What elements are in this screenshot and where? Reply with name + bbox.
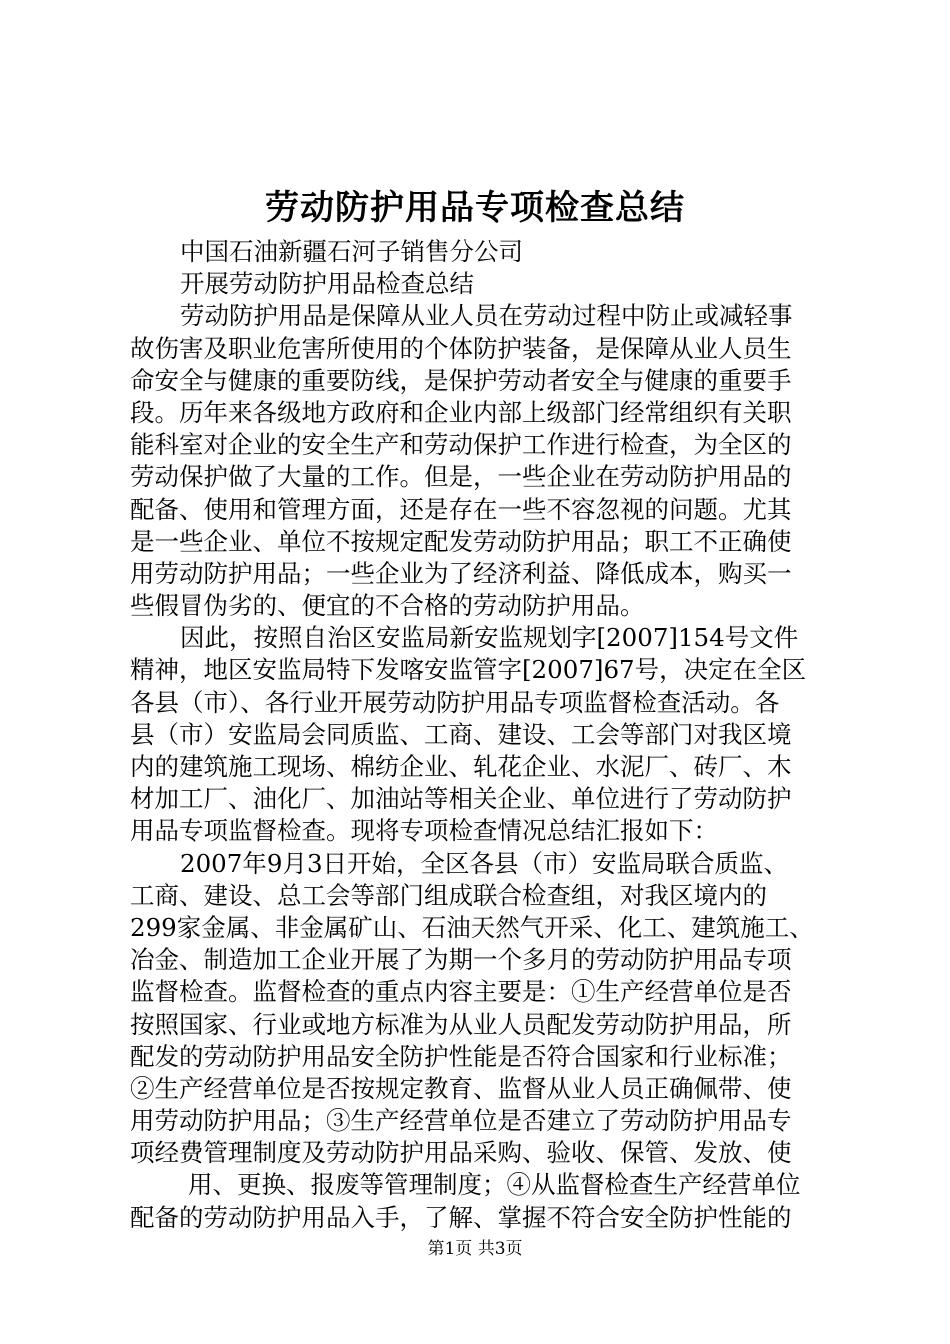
document-title: 劳动防护用品专项检查总结 bbox=[265, 188, 685, 228]
body-line: 开展劳动防护用品检查总结 bbox=[180, 269, 474, 299]
body-line: 各县（市）、各行业开展劳动防护用品专项监督检查活动。各 bbox=[130, 687, 780, 717]
document-body bbox=[130, 236, 842, 1234]
body-line: 工商、建设、总工会等部门组成联合检查组，对我区境内的 bbox=[130, 880, 767, 910]
body-line: 是一些企业、单位不按规定配发劳动防护用品；职工不正确使 bbox=[130, 526, 792, 556]
body-line: 段。历年来各级地方政府和企业内部上级部门经常组织有关职 bbox=[130, 397, 792, 427]
body-line: 县（市）安监局会同质监、工商、建设、工会等部门对我区境 bbox=[130, 719, 792, 749]
body-line: 命安全与健康的重要防线，是保护劳动者安全与健康的重要手 bbox=[130, 365, 792, 395]
body-line: 劳动保护做了大量的工作。但是，一些企业在劳动防护用品的 bbox=[130, 462, 792, 492]
body-line: 项经费管理制度及劳动防护用品采购、验收、保管、发放、使 bbox=[130, 1138, 792, 1168]
body-line: 配备的劳动防护用品入手，了解、掌握不符合安全防护性能的 bbox=[130, 1202, 792, 1232]
body-line: 2007年9月3日开始，全区各县（市）安监局联合质监、 bbox=[180, 848, 789, 878]
body-line: 因此，按照自治区安监局新安监规划字[2007]154号文件 bbox=[180, 623, 799, 653]
body-line: 故伤害及职业危害所使用的个体防护装备，是保障从业人员生 bbox=[130, 333, 792, 363]
body-line: 能科室对企业的安全生产和劳动保护工作进行检查，为全区的 bbox=[130, 430, 792, 460]
body-line: 精神，地区安监局特下发喀安监管字[2007]67号，决定在全区 bbox=[130, 655, 807, 685]
body-line: 材加工厂、油化厂、加油站等相关企业、单位进行了劳动防护 bbox=[130, 784, 792, 814]
body-line: 用劳动防护用品；一些企业为了经济利益、降低成本，购买一 bbox=[130, 558, 792, 588]
body-line: 用劳动防护用品；③生产经营单位是否建立了劳动防护用品专 bbox=[130, 1106, 792, 1136]
body-line: 中国石油新疆石河子销售分公司 bbox=[180, 237, 523, 266]
body-line: 些假冒伪劣的、便宜的不合格的劳动防护用品。 bbox=[130, 591, 645, 621]
body-line: 劳动防护用品是保障从业人员在劳动过程中防止或减轻事 bbox=[180, 301, 793, 331]
body-line: 监督检查。监督检查的重点内容主要是：①生产经营单位是否 bbox=[130, 977, 792, 1007]
body-line: 按照国家、行业或地方标准为从业人员配发劳动防护用品，所 bbox=[130, 1009, 792, 1039]
body-line: 配备、使用和管理方面，还是存在一些不容忽视的问题。尤其 bbox=[130, 494, 792, 524]
body-line: 冶金、制造加工企业开展了为期一个多月的劳动防护用品专项 bbox=[130, 945, 792, 975]
page-footer: 第1页 共3页 bbox=[427, 1239, 523, 1259]
body-line: 299家金属、非金属矿山、石油天然气开采、化工、建筑施工、 bbox=[130, 912, 814, 942]
body-line: 配发的劳动防护用品安全防护性能是否符合国家和行业标准； bbox=[130, 1041, 792, 1071]
body-line: 用品专项监督检查。现将专项检查情况总结汇报如下： bbox=[130, 816, 718, 846]
body-line: 内的建筑施工现场、棉纺企业、轧花企业、水泥厂、砖厂、木 bbox=[130, 752, 792, 781]
body-line: ②生产经营单位是否按规定教育、监督从业人员正确佩带、使 bbox=[130, 1073, 792, 1103]
body-line: 用、更换、报废等管理制度；④从监督检查生产经营单位 bbox=[188, 1170, 801, 1200]
